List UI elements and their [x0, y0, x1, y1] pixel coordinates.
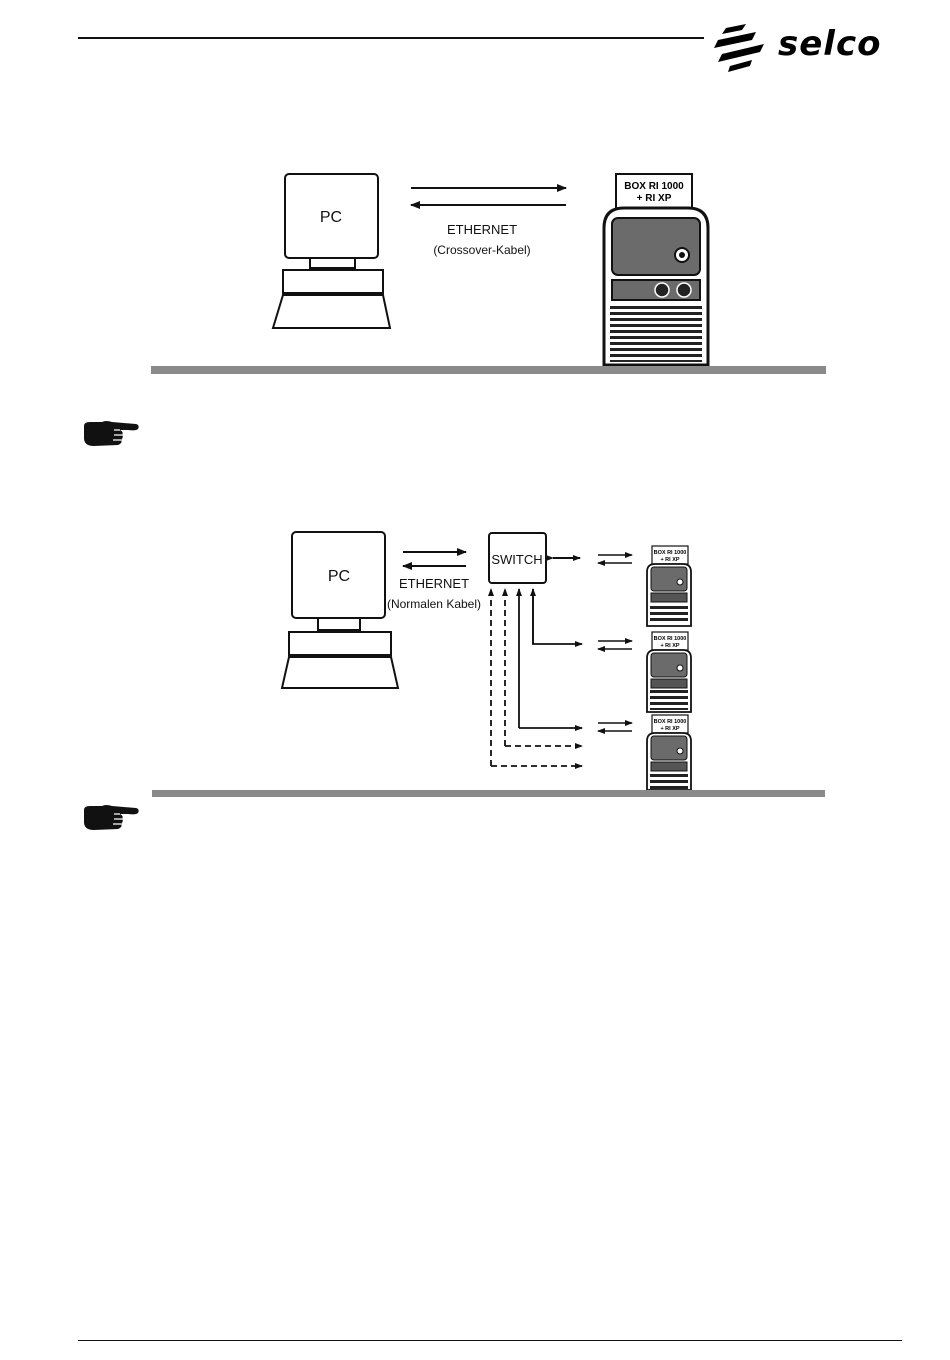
welding-device-small-3 [647, 715, 691, 790]
pc-label: PC [319, 209, 343, 226]
svg-text:BOX RI 1000: BOX RI 1000 [653, 636, 687, 642]
ethernet-label-2: ETHERNET [398, 576, 470, 591]
footer-rule [78, 1340, 902, 1341]
arrow-pair-1 [598, 555, 632, 563]
switch-link-2 [533, 589, 582, 644]
diagram-direct-connection [151, 174, 826, 374]
svg-text:BOX RI 1000: BOX RI 1000 [653, 550, 687, 556]
switch-label: SWITCH [491, 552, 543, 567]
pc-computer [273, 174, 390, 328]
floor-line-2 [152, 790, 825, 797]
welding-device-small-2 [647, 632, 691, 712]
pointing-hand-icon [80, 418, 142, 450]
ethernet-label: ETHERNET [446, 222, 518, 237]
device-label-1: BOX RI 1000 [624, 181, 684, 192]
welding-device-small-1 [647, 546, 691, 626]
cable-label-2: (Normalen Kabel) [386, 597, 482, 611]
welding-device [604, 174, 708, 365]
svg-text:BOX RI 1000: BOX RI 1000 [653, 719, 687, 725]
pointing-hand-icon [80, 802, 142, 834]
brand-name: selco [778, 24, 882, 64]
cable-label: (Crossover-Kabel) [433, 243, 531, 257]
arrow-pair-2 [598, 641, 632, 649]
arrow-pair-3 [598, 723, 632, 731]
svg-text:+ RI XP: + RI XP [660, 726, 680, 732]
pc-label-2: PC [327, 568, 351, 585]
svg-text:+ RI XP: + RI XP [660, 557, 680, 563]
diagram-switch-network [152, 532, 825, 797]
floor-line [151, 366, 826, 374]
device-label-2: + RI XP [636, 193, 672, 204]
svg-text:+ RI XP: + RI XP [660, 643, 680, 649]
pc-computer-2 [282, 532, 398, 688]
